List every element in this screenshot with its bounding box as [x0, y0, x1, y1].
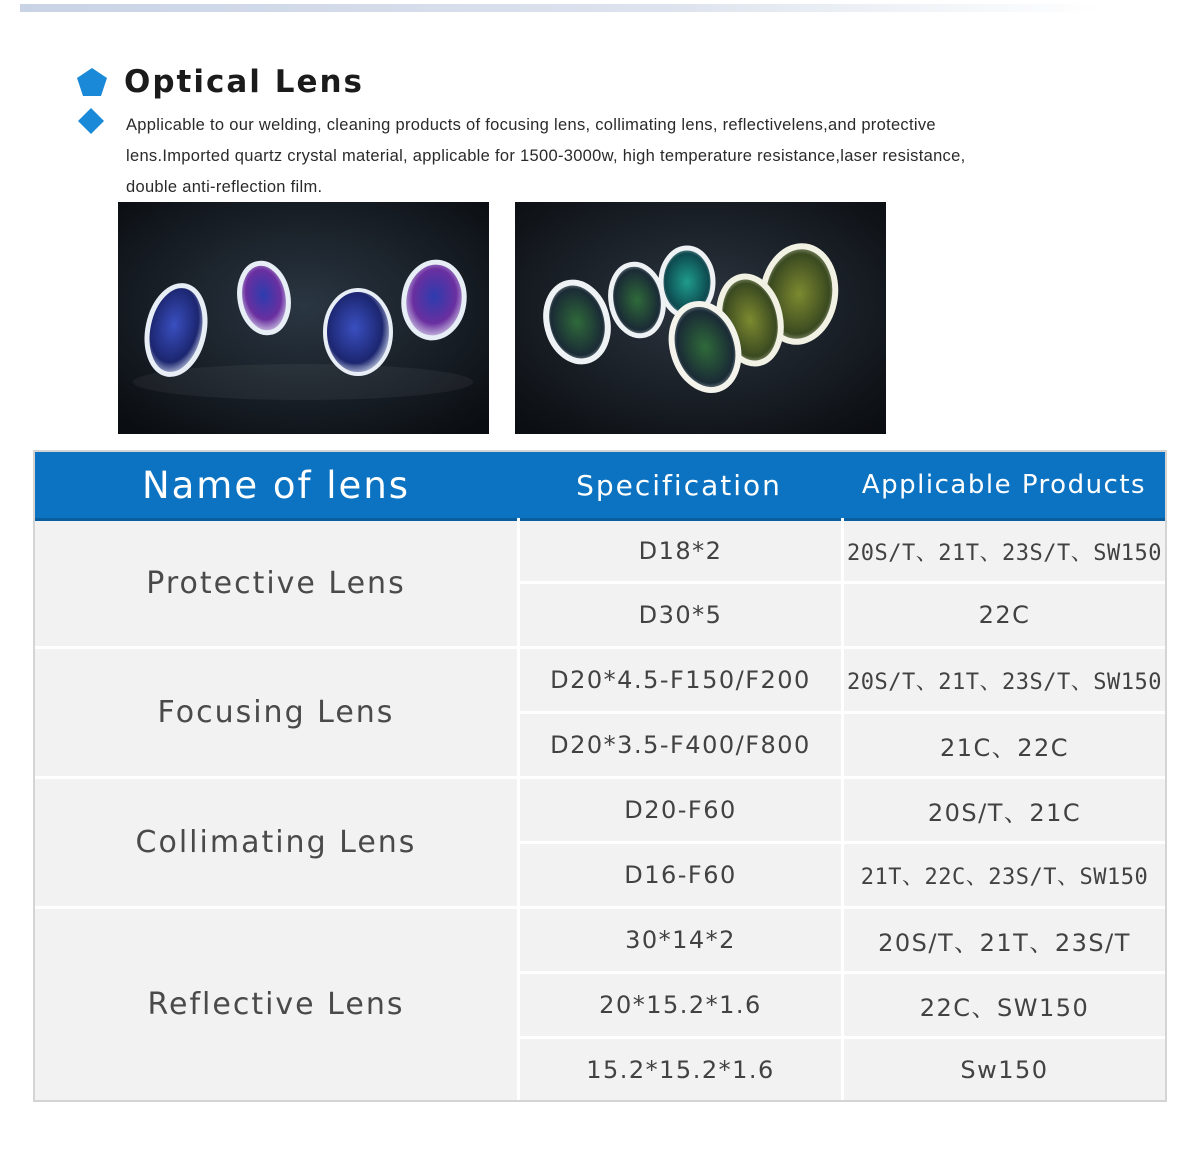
spec-cell: 30*14*2 [520, 909, 841, 971]
section-title: Optical Lens [124, 64, 365, 100]
products-cell: 20S/T、21T、23S/T、SW150 [844, 521, 1165, 581]
group-name-protective: Protective Lens [35, 521, 517, 646]
spec-cell: D30*5 [520, 584, 841, 646]
diamond-icon [78, 108, 104, 134]
products-cell: Sw150 [844, 1039, 1165, 1100]
header-name-of-lens: Name of lens [141, 463, 411, 507]
products-cell: 22C [844, 584, 1165, 646]
pentagon-icon [77, 68, 107, 96]
products-cell: 21C、22C [844, 714, 1165, 776]
spec-cell: 15.2*15.2*1.6 [520, 1039, 841, 1100]
spec-cell: D18*2 [520, 521, 841, 581]
spec-cell: D20*3.5-F400/F800 [520, 714, 841, 776]
row-divider [520, 581, 1165, 584]
group-divider [35, 906, 1165, 909]
group-divider [35, 776, 1165, 779]
lens-photo-left [118, 202, 489, 434]
row-divider [520, 711, 1165, 714]
spec-cell: D20*4.5-F150/F200 [520, 649, 841, 711]
group-name-collimating: Collimating Lens [35, 779, 517, 906]
row-divider [520, 841, 1165, 844]
top-decorative-bar [20, 4, 1100, 12]
column-divider [841, 518, 844, 1100]
lens-spec-table [33, 450, 1167, 1102]
products-cell: 20S/T、21T、23S/T [844, 909, 1165, 971]
header-applicable-products: Applicable Products [861, 470, 1147, 500]
lens-photo-right [515, 202, 886, 434]
products-cell: 22C、SW150 [844, 974, 1165, 1036]
products-cell: 20S/T、21T、23S/T、SW150 [844, 649, 1165, 711]
group-name-reflective: Reflective Lens [35, 909, 517, 1100]
group-name-focusing: Focusing Lens [35, 649, 517, 776]
row-divider [520, 971, 1165, 974]
table-header [35, 452, 1165, 521]
section-description: Applicable to our welding, cleaning products of focusing lens, collimating lens, reflectivelens,and protective lens.Imported quartz crystal material, applicable for 1500-3000w, high temperature resistance,laser resistance, double anti-reflection film. [126, 116, 966, 196]
column-divider [517, 518, 520, 1100]
spec-cell: D16-F60 [520, 844, 841, 906]
spec-cell: 20*15.2*1.6 [520, 974, 841, 1036]
header-specification: Specification [576, 468, 782, 502]
products-cell: 20S/T、21C [844, 779, 1165, 841]
products-cell: 21T、22C、23S/T、SW150 [844, 844, 1165, 906]
row-divider [520, 1036, 1165, 1039]
group-divider [35, 646, 1165, 649]
spec-cell: D20-F60 [520, 779, 841, 841]
